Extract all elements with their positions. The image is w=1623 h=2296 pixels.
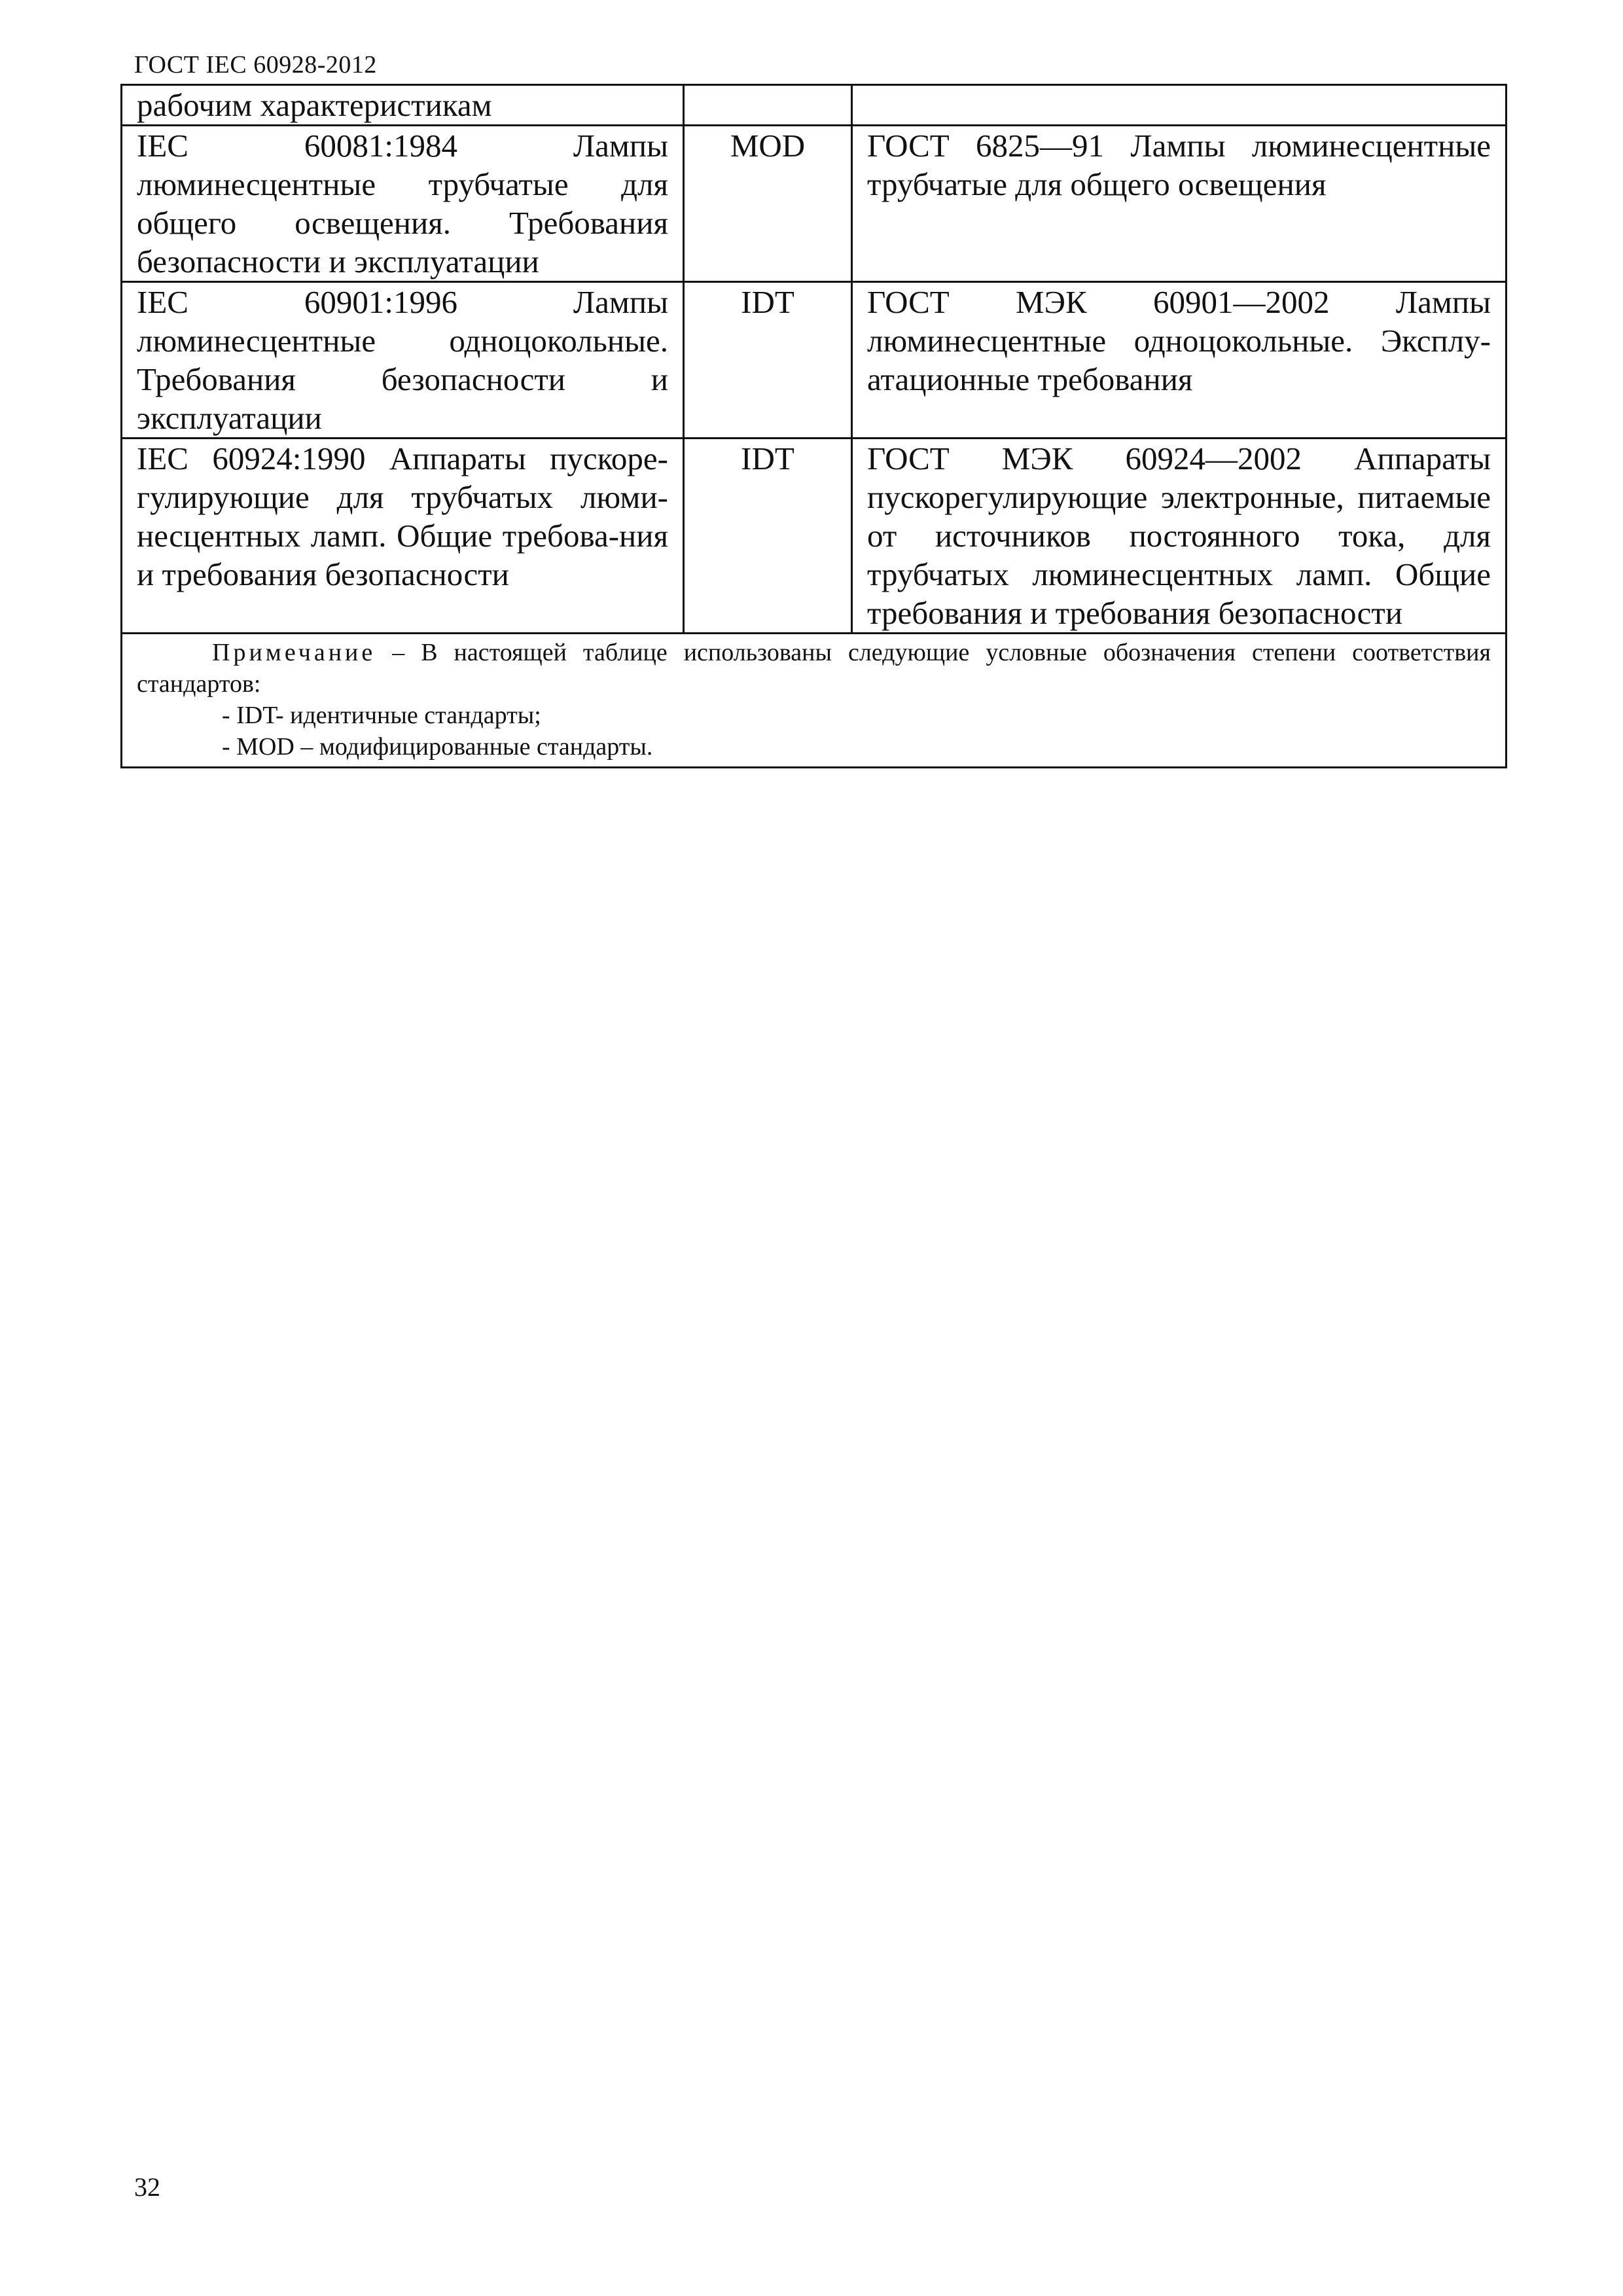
conformity-degree-cell [684, 85, 852, 126]
note-text: – В настоящей таблице использованы следующие условные обозначения степени соответствия стандартов: [137, 639, 1491, 698]
international-standard-cell: IEC 60901:1996 Лампы люминесцентные одноцокольные. Требования безопасности и эксплуатации [122, 282, 684, 439]
national-standard-cell: ГОСТ МЭК 60924—2002 Аппараты пускорегулирующие электронные, питаемые от источников постоянного тока, для трубчатых люминесцентных ламп. Общие требования и требования безопасности [852, 439, 1507, 634]
national-standard-cell: ГОСТ 6825—91 Лампы люминесцентные трубчатые для общего освещения [852, 126, 1507, 282]
standards-correspondence-table [120, 84, 1507, 768]
page-number: 32 [134, 2172, 160, 2202]
note-item-idt: - IDT- идентичные стандарты; [222, 702, 541, 729]
conformity-degree-cell: MOD [684, 126, 852, 282]
table-row [122, 439, 1507, 634]
table-row [122, 282, 1507, 439]
international-standard-cell: рабочим характеристикам [122, 85, 684, 126]
table-row [122, 126, 1507, 282]
conformity-degree-cell: IDT [684, 282, 852, 439]
note-label: Примечание [212, 639, 376, 666]
conformity-degree-cell: IDT [684, 439, 852, 634]
note-paragraph [137, 637, 1491, 700]
national-standard-cell [852, 85, 1507, 126]
page-header: ГОСТ IEC 60928-2012 [134, 51, 377, 79]
note-item-mod: - MOD – модифицированные стандарты. [222, 733, 653, 761]
table-note [122, 634, 1507, 768]
international-standard-cell: IEC 60924:1990 Аппараты пускоре-гулирующие для трубчатых люми-несцентных ламп. Общие требова-ния и требования безопасности [122, 439, 684, 634]
table-row [122, 85, 1507, 126]
national-standard-cell: ГОСТ МЭК 60901—2002 Лампы люминесцентные одноцокольные. Эксплу-атационные требования [852, 282, 1507, 439]
table-note-row [122, 634, 1507, 768]
international-standard-cell: IEC 60081:1984 Лампы люминесцентные трубчатые для общего освещения. Требования безопасности и эксплуатации [122, 126, 684, 282]
